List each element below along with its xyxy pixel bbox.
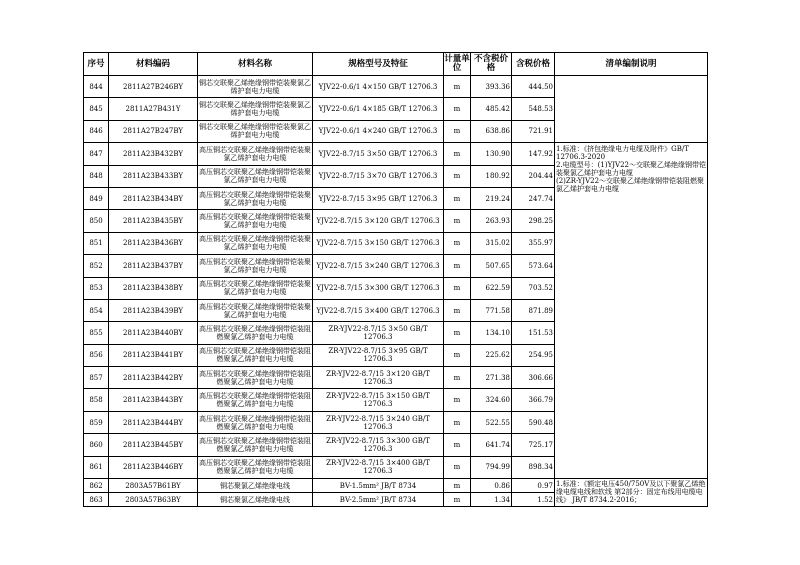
price-ex-tax-cell: 507.65: [471, 255, 512, 277]
spec-cell: YJV22-8.7/15 3×240 GB/T 12706.3: [313, 255, 444, 277]
price-in-tax-cell: 147.92: [512, 143, 555, 165]
price-in-tax-cell: 703.52: [512, 277, 555, 299]
spec-cell: YJV22-8.7/15 3×300 GB/T 12706.3: [313, 277, 444, 299]
name-cell: 高压铜芯交联聚乙烯绝缘钢带铠装阻燃聚氯乙烯护套电力电缆: [198, 434, 313, 456]
price-ex-tax-cell: 324.60: [471, 389, 512, 411]
price-ex-tax-cell: 271.38: [471, 367, 512, 389]
header-row: [84, 53, 708, 76]
name-cell: 高压铜芯交联聚乙烯绝缘钢带铠装聚氯乙烯护套电力电缆: [198, 210, 313, 232]
unit-cell: m: [444, 479, 471, 493]
price-ex-tax-cell: 1.34: [471, 493, 512, 507]
unit-cell: m: [444, 210, 471, 232]
code-cell: 2811A23B435BY: [109, 210, 198, 232]
name-cell: 高压铜芯交联聚乙烯绝缘钢带铠装阻燃聚氯乙烯护套电力电缆: [198, 322, 313, 344]
table-row: [84, 143, 708, 165]
price-list-table: [83, 52, 708, 507]
seq-cell: 860: [84, 434, 109, 456]
spec-cell: YJV22-8.7/15 3×120 GB/T 12706.3: [313, 210, 444, 232]
unit-cell: m: [444, 456, 471, 478]
unit-cell: m: [444, 344, 471, 366]
price-in-tax-cell: 306.66: [512, 367, 555, 389]
unit-cell: m: [444, 277, 471, 299]
price-ex-tax-cell: 522.55: [471, 411, 512, 433]
seq-cell: 855: [84, 322, 109, 344]
price-ex-tax-cell: 794.99: [471, 456, 512, 478]
name-cell: 高压铜芯交联聚乙烯绝缘钢带铠装聚氯乙烯护套电力电缆: [198, 299, 313, 321]
code-cell: 2811A27B246BY: [109, 76, 198, 98]
seq-cell: 858: [84, 389, 109, 411]
spec-cell: ZR-YJV22-8.7/15 3×400 GB/T 12706.3: [313, 456, 444, 478]
price-ex-tax-cell: 134.10: [471, 322, 512, 344]
code-cell: 2811A23B438BY: [109, 277, 198, 299]
seq-cell: 846: [84, 120, 109, 142]
seq-cell: 847: [84, 143, 109, 165]
spec-cell: ZR-YJV22-8.7/15 3×150 GB/T 12706.3: [313, 389, 444, 411]
name-cell: 铜芯交联聚乙烯绝缘钢带铠装聚氯乙烯护套电力电缆: [198, 76, 313, 98]
code-cell: 2803A57B61BY: [109, 479, 198, 493]
price-in-tax-cell: 721.91: [512, 120, 555, 142]
seq-cell: 863: [84, 493, 109, 507]
price-ex-tax-cell: 263.93: [471, 210, 512, 232]
price-in-tax-cell: 573.64: [512, 255, 555, 277]
code-cell: 2803A57B63BY: [109, 493, 198, 507]
price-ex-tax-cell: 638.86: [471, 120, 512, 142]
price-in-tax-cell: 871.89: [512, 299, 555, 321]
seq-cell: 852: [84, 255, 109, 277]
code-cell: 2811A23B445BY: [109, 434, 198, 456]
name-cell: 高压铜芯交联聚乙烯绝缘钢带铠装阻燃聚氯乙烯护套电力电缆: [198, 411, 313, 433]
unit-cell: m: [444, 76, 471, 98]
name-cell: 铜芯交联聚乙烯绝缘钢带铠装聚氯乙烯护套电力电缆: [198, 98, 313, 120]
code-cell: 2811A23B436BY: [109, 232, 198, 254]
description-cell-empty: [555, 76, 708, 143]
seq-cell: 856: [84, 344, 109, 366]
table-row: [84, 76, 708, 98]
name-cell: 高压铜芯交联聚乙烯绝缘钢带铠装聚氯乙烯护套电力电缆: [198, 255, 313, 277]
spec-cell: ZR-YJV22-8.7/15 3×50 GB/T 12706.3: [313, 322, 444, 344]
seq-cell: 849: [84, 187, 109, 209]
code-cell: 2811A23B444BY: [109, 411, 198, 433]
header-description: 清单编制说明: [555, 53, 708, 76]
header-spec: 规格型号及特征: [313, 53, 444, 76]
price-ex-tax-cell: 315.02: [471, 232, 512, 254]
name-cell: 高压铜芯交联聚乙烯绝缘钢带铠装阻燃聚氯乙烯护套电力电缆: [198, 456, 313, 478]
spec-cell: YJV22-0.6/1 4×185 GB/T 12706.3: [313, 98, 444, 120]
price-ex-tax-cell: 771.58: [471, 299, 512, 321]
price-ex-tax-cell: 393.36: [471, 76, 512, 98]
name-cell: 高压铜芯交联聚乙烯绝缘钢带铠装聚氯乙烯护套电力电缆: [198, 277, 313, 299]
unit-cell: m: [444, 187, 471, 209]
unit-cell: m: [444, 165, 471, 187]
spec-cell: YJV22-8.7/15 3×95 GB/T 12706.3: [313, 187, 444, 209]
header-name: 材料名称: [198, 53, 313, 76]
seq-cell: 862: [84, 479, 109, 493]
spec-cell: YJV22-8.7/15 3×70 GB/T 12706.3: [313, 165, 444, 187]
spec-cell: ZR-YJV22-8.7/15 3×120 GB/T 12706.3: [313, 367, 444, 389]
unit-cell: m: [444, 255, 471, 277]
code-cell: 2811A23B433BY: [109, 165, 198, 187]
table-row: [84, 479, 708, 493]
spec-cell: YJV22-8.7/15 3×50 GB/T 12706.3: [313, 143, 444, 165]
code-cell: 2811A27B247BY: [109, 120, 198, 142]
price-ex-tax-cell: 180.92: [471, 165, 512, 187]
price-ex-tax-cell: 641.74: [471, 434, 512, 456]
seq-cell: 851: [84, 232, 109, 254]
spec-cell: ZR-YJV22-8.7/15 3×95 GB/T 12706.3: [313, 344, 444, 366]
code-cell: 2811A23B443BY: [109, 389, 198, 411]
cable-standard-note: 1.标准：《挤包绝缘电力电缆及附件》GB/T 12706.3-2020 2.电缆型号：(1)YJV22～交联聚乙烯绝缘钢带铠装聚氯乙烯护套电力电缆 (2)ZR-YJV22～交联聚乙烯绝缘钢带铠装阻燃聚氯乙烯护套电力电缆: [555, 143, 708, 479]
unit-cell: m: [444, 411, 471, 433]
price-in-tax-cell: 204.44: [512, 165, 555, 187]
spec-cell: YJV22-0.6/1 4×150 GB/T 12706.3: [313, 76, 444, 98]
code-cell: 2811A27B431Y: [109, 98, 198, 120]
seq-cell: 853: [84, 277, 109, 299]
spec-cell: YJV22-0.6/1 4×240 GB/T 12706.3: [313, 120, 444, 142]
name-cell: 高压铜芯交联聚乙烯绝缘钢带铠装阻燃聚氯乙烯护套电力电缆: [198, 367, 313, 389]
code-cell: 2811A23B446BY: [109, 456, 198, 478]
wire-standard-note: 1.标准：《额定电压450/750V及以下聚氯乙烯绝缘电缆电线和软线 第2部分：固定布线用电缆电线》 JB/T 8734.2-2016；: [555, 479, 708, 507]
price-in-tax-cell: 725.17: [512, 434, 555, 456]
code-cell: 2811A23B434BY: [109, 187, 198, 209]
seq-cell: 861: [84, 456, 109, 478]
header-seq: 序号: [84, 53, 109, 76]
spec-cell: ZR-YJV22-8.7/15 3×240 GB/T 12706.3: [313, 411, 444, 433]
name-cell: 高压铜芯交联聚乙烯绝缘钢带铠装聚氯乙烯护套电力电缆: [198, 143, 313, 165]
header-price-ex-tax: 不含税价格: [471, 53, 512, 76]
unit-cell: m: [444, 120, 471, 142]
unit-cell: m: [444, 322, 471, 344]
name-cell: 铜芯聚氯乙烯绝缘电线: [198, 479, 313, 493]
price-in-tax-cell: 444.50: [512, 76, 555, 98]
unit-cell: m: [444, 493, 471, 507]
unit-cell: m: [444, 299, 471, 321]
header-unit: 计量单位: [444, 53, 471, 76]
header-code: 材料编码: [109, 53, 198, 76]
seq-cell: 854: [84, 299, 109, 321]
spec-cell: ZR-YJV22-8.7/15 3×300 GB/T 12706.3: [313, 434, 444, 456]
name-cell: 高压铜芯交联聚乙烯绝缘钢带铠装阻燃聚氯乙烯护套电力电缆: [198, 389, 313, 411]
seq-cell: 859: [84, 411, 109, 433]
price-ex-tax-cell: 485.42: [471, 98, 512, 120]
price-in-tax-cell: 0.97: [512, 479, 555, 493]
code-cell: 2811A23B442BY: [109, 367, 198, 389]
unit-cell: m: [444, 232, 471, 254]
spec-cell: BV-2.5mm² JB/T 8734: [313, 493, 444, 507]
unit-cell: m: [444, 98, 471, 120]
price-ex-tax-cell: 622.59: [471, 277, 512, 299]
code-cell: 2811A23B440BY: [109, 322, 198, 344]
price-in-tax-cell: 298.25: [512, 210, 555, 232]
unit-cell: m: [444, 143, 471, 165]
price-in-tax-cell: 1.52: [512, 493, 555, 507]
name-cell: 高压铜芯交联聚乙烯绝缘钢带铠装聚氯乙烯护套电力电缆: [198, 165, 313, 187]
price-ex-tax-cell: 130.90: [471, 143, 512, 165]
seq-cell: 844: [84, 76, 109, 98]
name-cell: 高压铜芯交联聚乙烯绝缘钢带铠装阻燃聚氯乙烯护套电力电缆: [198, 344, 313, 366]
price-in-tax-cell: 254.95: [512, 344, 555, 366]
name-cell: 高压铜芯交联聚乙烯绝缘钢带铠装聚氯乙烯护套电力电缆: [198, 187, 313, 209]
header-price-in-tax: 含税价格: [512, 53, 555, 76]
code-cell: 2811A23B432BY: [109, 143, 198, 165]
unit-cell: m: [444, 367, 471, 389]
seq-cell: 848: [84, 165, 109, 187]
name-cell: 高压铜芯交联聚乙烯绝缘钢带铠装聚氯乙烯护套电力电缆: [198, 232, 313, 254]
price-in-tax-cell: 590.48: [512, 411, 555, 433]
code-cell: 2811A23B441BY: [109, 344, 198, 366]
seq-cell: 850: [84, 210, 109, 232]
code-cell: 2811A23B437BY: [109, 255, 198, 277]
spec-cell: YJV22-8.7/15 3×400 GB/T 12706.3: [313, 299, 444, 321]
price-in-tax-cell: 898.34: [512, 456, 555, 478]
name-cell: 铜芯聚氯乙烯绝缘电线: [198, 493, 313, 507]
seq-cell: 857: [84, 367, 109, 389]
code-cell: 2811A23B439BY: [109, 299, 198, 321]
price-in-tax-cell: 548.53: [512, 98, 555, 120]
price-in-tax-cell: 355.97: [512, 232, 555, 254]
price-in-tax-cell: 247.74: [512, 187, 555, 209]
price-in-tax-cell: 366.79: [512, 389, 555, 411]
name-cell: 铜芯交联聚乙烯绝缘钢带铠装聚氯乙烯护套电力电缆: [198, 120, 313, 142]
price-ex-tax-cell: 225.62: [471, 344, 512, 366]
seq-cell: 845: [84, 98, 109, 120]
unit-cell: m: [444, 434, 471, 456]
price-ex-tax-cell: 219.24: [471, 187, 512, 209]
spec-cell: BV-1.5mm² JB/T 8734: [313, 479, 444, 493]
price-ex-tax-cell: 0.86: [471, 479, 512, 493]
unit-cell: m: [444, 389, 471, 411]
spec-cell: YJV22-8.7/15 3×150 GB/T 12706.3: [313, 232, 444, 254]
price-in-tax-cell: 151.53: [512, 322, 555, 344]
